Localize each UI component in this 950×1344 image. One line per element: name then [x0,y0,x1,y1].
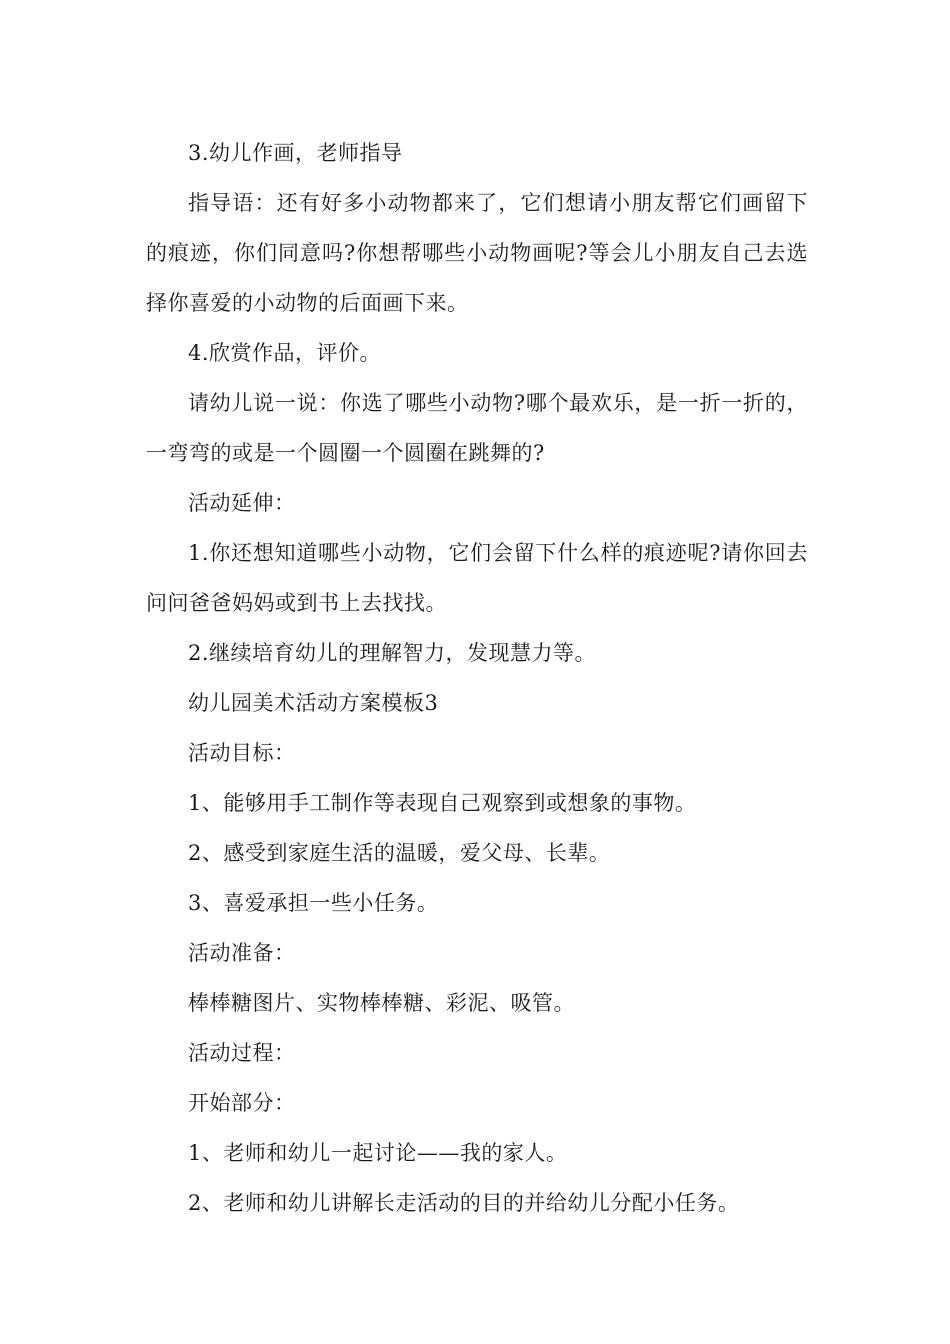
paragraph: 2、感受到家庭生活的温暖，爱父母、长辈。 [188,841,611,865]
paragraph: 活动目标： [188,741,296,765]
paragraph: 活动延伸： [188,491,296,515]
paragraph: 开始部分： [188,1091,296,1115]
paragraph: 1、老师和幼儿一起讨论——我的家人。 [188,1141,568,1165]
paragraph: 3.幼儿作画，老师指导 [188,141,403,165]
paragraph: 1.你还想知道哪些小动物，它们会留下什么样的痕迹呢?请你回去问问爸爸妈妈或到书上去找找。 [146,541,808,615]
paragraph: 3、喜爱承担一些小任务。 [188,891,439,915]
paragraph: 2、老师和幼儿讲解长走活动的目的并给幼儿分配小任务。 [188,1191,740,1215]
section-heading: 幼儿园美术活动方案模板3 [188,691,439,715]
paragraph: 2.继续培育幼儿的理解智力，发现慧力等。 [188,641,597,665]
paragraph: 活动准备： [188,941,296,965]
paragraph: 活动过程： [188,1041,296,1065]
document-body [146,128,808,1228]
paragraph: 4.欣赏作品，评价。 [188,341,382,365]
paragraph: 棒棒糖图片、实物棒棒糖、彩泥、吸管。 [188,991,575,1015]
paragraph: 指导语：还有好多小动物都来了，它们想请小朋友帮它们画留下的痕迹，你们同意吗?你想帮哪些小动物画呢?等会儿小朋友自己去选择你喜爱的小动物的后面画下来。 [146,191,808,315]
paragraph: 1、能够用手工制作等表现自己观察到或想象的事物。 [188,791,697,815]
paragraph: 请幼儿说一说：你选了哪些小动物?哪个最欢乐，是一折一折的，一弯弯的或是一个圆圈一个圆圈在跳舞的? [146,391,808,465]
